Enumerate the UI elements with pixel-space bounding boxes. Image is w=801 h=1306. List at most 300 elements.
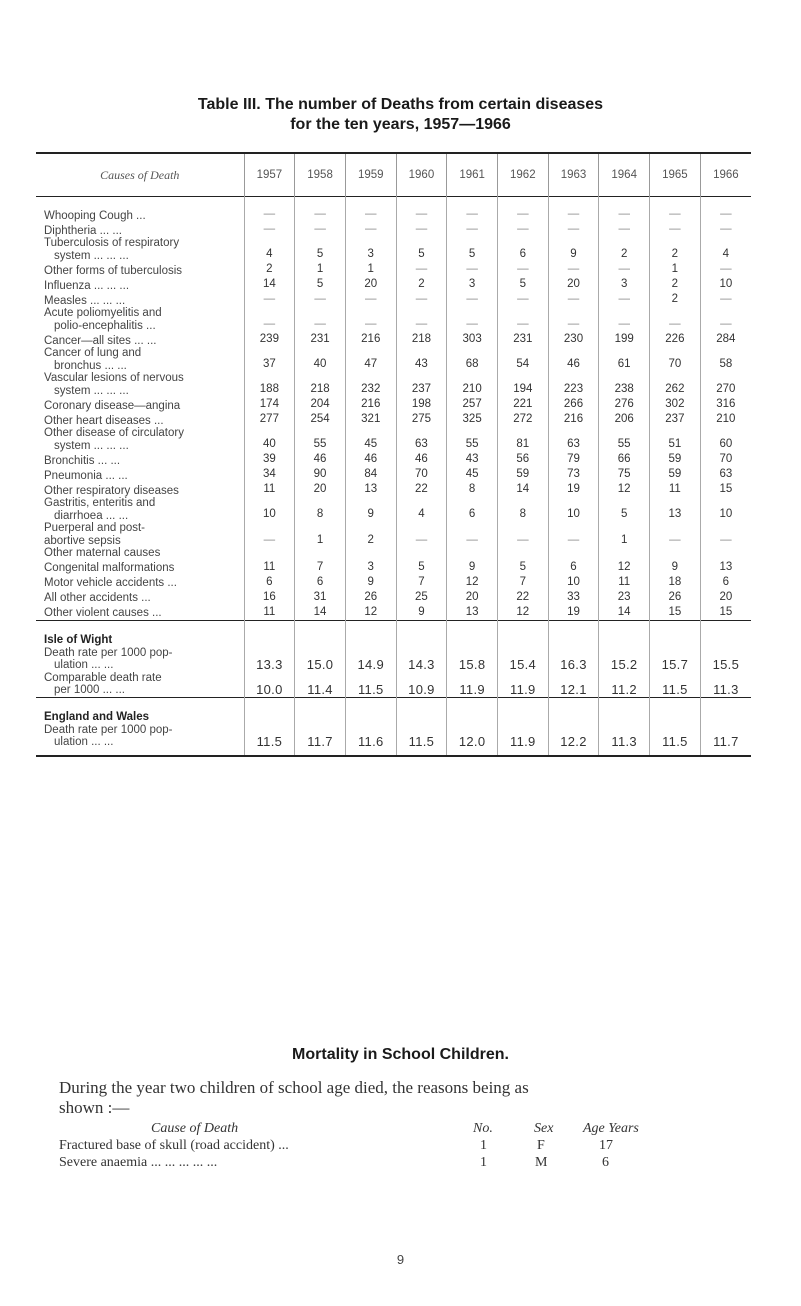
- value-cell: 15.7: [650, 647, 701, 672]
- value-cell: 216: [345, 332, 396, 347]
- cause-name: [36, 292, 244, 307]
- value-cell: 10: [244, 497, 295, 522]
- value-cell: 5: [599, 497, 650, 522]
- value-cell: 46: [295, 452, 346, 467]
- value-cell: 237: [396, 372, 447, 397]
- isle-of-wight-section: [36, 620, 751, 697]
- table-row: [36, 522, 751, 560]
- empty-cell: [599, 697, 650, 724]
- value-cell: 11.5: [244, 724, 295, 756]
- value-cell: —: [345, 197, 396, 223]
- cause-name: [36, 590, 244, 605]
- empty-cell: [295, 697, 346, 724]
- value-cell: 11.7: [295, 724, 346, 756]
- value-cell: 22: [396, 482, 447, 497]
- value-cell: 254: [295, 412, 346, 427]
- value-cell: 70: [396, 467, 447, 482]
- table-row: [36, 575, 751, 590]
- value-cell: 275: [396, 412, 447, 427]
- empty-cell: [447, 620, 498, 647]
- value-cell: 325: [447, 412, 498, 427]
- paragraph-line2: shown :—: [59, 1098, 130, 1117]
- cause-name: [36, 332, 244, 347]
- value-cell: 19: [548, 605, 599, 621]
- value-cell: 232: [345, 372, 396, 397]
- cause-name: [36, 307, 244, 332]
- value-cell: 10: [548, 497, 599, 522]
- table-row: [36, 222, 751, 237]
- no-cell: 1: [480, 1155, 487, 1170]
- cause-name: [36, 482, 244, 497]
- cause-name-line: per 1000 ... ...: [54, 684, 125, 696]
- value-cell: —: [650, 222, 701, 237]
- value-cell: 5: [497, 277, 548, 292]
- value-cell: —: [396, 197, 447, 223]
- empty-cell: [599, 620, 650, 647]
- sex-header: Sex: [534, 1121, 554, 1136]
- cause-name: [36, 560, 244, 575]
- value-cell: 11: [599, 575, 650, 590]
- value-cell: 12: [497, 605, 548, 621]
- value-cell: 7: [396, 575, 447, 590]
- year-header: 1957: [244, 153, 295, 197]
- value-cell: 14: [599, 605, 650, 621]
- value-cell: 45: [447, 467, 498, 482]
- value-cell: 11.7: [700, 724, 751, 756]
- value-cell: 257: [447, 397, 498, 412]
- table-header-row: [36, 153, 751, 197]
- cause-name-line: Diphtheria ... ...: [44, 224, 122, 237]
- value-cell: 40: [295, 347, 346, 372]
- cause-name: [36, 575, 244, 590]
- year-header: 1962: [497, 153, 548, 197]
- no-header: No.: [473, 1121, 493, 1136]
- empty-cell: [548, 697, 599, 724]
- value-cell: 11.4: [295, 672, 346, 698]
- table-row: [36, 605, 751, 621]
- cause-cell: Fractured base of skull (road accident) ...: [59, 1138, 289, 1153]
- cause-name: [36, 522, 244, 560]
- cause-name: [36, 262, 244, 277]
- cause-name: [36, 497, 244, 522]
- value-cell: 12: [345, 605, 396, 621]
- value-cell: —: [497, 197, 548, 223]
- value-cell: 2: [650, 292, 701, 307]
- value-cell: —: [548, 292, 599, 307]
- cause-cell: Severe anaemia ... ... ... ... ...: [59, 1155, 218, 1170]
- value-cell: 6: [700, 575, 751, 590]
- value-cell: 9: [548, 237, 599, 262]
- value-cell: 270: [700, 372, 751, 397]
- value-cell: 302: [650, 397, 701, 412]
- empty-cell: [700, 697, 751, 724]
- cause-name: [36, 237, 244, 262]
- value-cell: —: [244, 197, 295, 223]
- age-cell: 6: [602, 1155, 609, 1170]
- value-cell: 12: [447, 575, 498, 590]
- cause-name: [36, 647, 244, 672]
- cause-name: [36, 412, 244, 427]
- value-cell: —: [396, 522, 447, 560]
- value-cell: 6: [295, 575, 346, 590]
- value-cell: —: [396, 222, 447, 237]
- value-cell: —: [345, 292, 396, 307]
- value-cell: 11.6: [345, 724, 396, 756]
- value-cell: 6: [447, 497, 498, 522]
- value-cell: 25: [396, 590, 447, 605]
- value-cell: 2: [599, 237, 650, 262]
- value-cell: —: [497, 222, 548, 237]
- year-header: 1958: [295, 153, 346, 197]
- value-cell: 218: [295, 372, 346, 397]
- empty-cell: [650, 697, 701, 724]
- value-cell: 15.8: [447, 647, 498, 672]
- mortality-paragraph: [59, 1078, 759, 1118]
- cause-name: [36, 347, 244, 372]
- cause-name-line: Other violent causes ...: [44, 607, 162, 619]
- cause-name-line: Death rate per 1000 pop-: [44, 723, 173, 736]
- empty-cell: [447, 697, 498, 724]
- value-cell: 13.3: [244, 647, 295, 672]
- cause-name-line: Other respiratory diseases: [44, 484, 179, 497]
- value-cell: —: [295, 292, 346, 307]
- value-cell: 59: [650, 452, 701, 467]
- value-cell: 14: [295, 605, 346, 621]
- value-cell: —: [497, 262, 548, 277]
- cause-name-line: ulation ... ...: [54, 736, 114, 748]
- cause-name-line: All other accidents ...: [44, 592, 151, 604]
- empty-cell: [497, 697, 548, 724]
- value-cell: 198: [396, 397, 447, 412]
- value-cell: 63: [700, 467, 751, 482]
- value-cell: —: [295, 307, 346, 332]
- cause-name-line: ulation ... ...: [54, 659, 114, 671]
- empty-cell: [345, 620, 396, 647]
- value-cell: 10: [700, 277, 751, 292]
- empty-cell: [497, 620, 548, 647]
- value-cell: 6: [548, 560, 599, 575]
- rate-row: [36, 672, 751, 698]
- value-cell: 46: [548, 347, 599, 372]
- value-cell: 20: [447, 590, 498, 605]
- value-cell: 55: [447, 427, 498, 452]
- value-cell: 6: [244, 575, 295, 590]
- value-cell: 204: [295, 397, 346, 412]
- value-cell: —: [700, 222, 751, 237]
- table-row: [36, 467, 751, 482]
- value-cell: 43: [396, 347, 447, 372]
- value-cell: 14.3: [396, 647, 447, 672]
- value-cell: 303: [447, 332, 498, 347]
- deaths-table-container: [36, 152, 751, 757]
- value-cell: —: [599, 292, 650, 307]
- value-cell: 237: [650, 412, 701, 427]
- empty-cell: [650, 620, 701, 647]
- value-cell: 1: [599, 522, 650, 560]
- cause-name-line: Measles ... ... ...: [44, 294, 126, 307]
- school-death-row: [59, 1155, 659, 1172]
- value-cell: —: [700, 522, 751, 560]
- cause-name-line: polio-encephalitis ...: [54, 319, 156, 332]
- value-cell: 10.9: [396, 672, 447, 698]
- value-cell: 59: [650, 467, 701, 482]
- value-cell: 13: [700, 560, 751, 575]
- empty-cell: [700, 620, 751, 647]
- value-cell: 4: [396, 497, 447, 522]
- value-cell: 7: [295, 560, 346, 575]
- school-deaths-header: [59, 1121, 659, 1138]
- value-cell: 11.9: [497, 724, 548, 756]
- value-cell: 15.4: [497, 647, 548, 672]
- value-cell: 90: [295, 467, 346, 482]
- cause-name-line: Tuberculosis of respiratory: [44, 237, 180, 249]
- value-cell: 14: [497, 482, 548, 497]
- empty-cell: [244, 697, 295, 724]
- empty-cell: [295, 620, 346, 647]
- table-row: [36, 237, 751, 262]
- school-death-row: [59, 1138, 659, 1155]
- value-cell: 316: [700, 397, 751, 412]
- value-cell: —: [447, 222, 498, 237]
- table-row: [36, 560, 751, 575]
- table-title-line2: for the ten years, 1957—1966: [290, 116, 511, 133]
- table-row: [36, 262, 751, 277]
- value-cell: 199: [599, 332, 650, 347]
- value-cell: 11.9: [497, 672, 548, 698]
- value-cell: 12.0: [447, 724, 498, 756]
- value-cell: 230: [548, 332, 599, 347]
- value-cell: —: [548, 262, 599, 277]
- section-heading: England and Wales: [44, 710, 150, 723]
- cause-name: [36, 397, 244, 412]
- value-cell: —: [447, 307, 498, 332]
- value-cell: —: [244, 307, 295, 332]
- cause-name-line: Acute poliomyelitis and: [44, 307, 162, 319]
- value-cell: 226: [650, 332, 701, 347]
- year-header: 1963: [548, 153, 599, 197]
- value-cell: —: [599, 262, 650, 277]
- value-cell: 11.9: [447, 672, 498, 698]
- value-cell: 20: [548, 277, 599, 292]
- table-row: [36, 307, 751, 332]
- value-cell: 11.5: [396, 724, 447, 756]
- value-cell: 276: [599, 397, 650, 412]
- value-cell: 8: [447, 482, 498, 497]
- school-deaths-list: [59, 1121, 659, 1172]
- value-cell: 174: [244, 397, 295, 412]
- value-cell: 221: [497, 397, 548, 412]
- value-cell: 37: [244, 347, 295, 372]
- value-cell: 15.2: [599, 647, 650, 672]
- value-cell: 18: [650, 575, 701, 590]
- cause-name-line: diarrhoea ... ...: [54, 509, 129, 522]
- cause-name-line: Coronary disease—angina: [44, 399, 181, 412]
- table-row: [36, 197, 751, 223]
- value-cell: 2: [650, 277, 701, 292]
- value-cell: —: [650, 522, 701, 560]
- value-cell: 14.9: [345, 647, 396, 672]
- value-cell: 55: [295, 427, 346, 452]
- england-wales-section: [36, 697, 751, 756]
- value-cell: 16: [244, 590, 295, 605]
- value-cell: 12.1: [548, 672, 599, 698]
- value-cell: 61: [599, 347, 650, 372]
- value-cell: 206: [599, 412, 650, 427]
- empty-cell: [244, 620, 295, 647]
- value-cell: 14: [244, 277, 295, 292]
- value-cell: 20: [295, 482, 346, 497]
- value-cell: 79: [548, 452, 599, 467]
- value-cell: 33: [548, 590, 599, 605]
- value-cell: —: [244, 292, 295, 307]
- value-cell: 34: [244, 467, 295, 482]
- value-cell: 2: [650, 237, 701, 262]
- cause-name-line: abortive sepsis: [44, 534, 121, 547]
- cause-name: [36, 672, 244, 698]
- cause-name-line: Congenital malformations: [44, 562, 175, 574]
- value-cell: 10.0: [244, 672, 295, 698]
- value-cell: 81: [497, 427, 548, 452]
- value-cell: 11.5: [650, 672, 701, 698]
- cause-name-line: Motor vehicle accidents ...: [44, 577, 177, 589]
- value-cell: —: [650, 197, 701, 223]
- empty-cell: [396, 697, 447, 724]
- value-cell: —: [599, 222, 650, 237]
- value-cell: 4: [700, 237, 751, 262]
- value-cell: 11.5: [650, 724, 701, 756]
- value-cell: 46: [345, 452, 396, 467]
- age-cell: 17: [599, 1138, 613, 1153]
- value-cell: —: [396, 307, 447, 332]
- value-cell: 47: [345, 347, 396, 372]
- value-cell: 2: [345, 522, 396, 560]
- cause-name: [36, 197, 244, 223]
- cause-name-line: Other disease of circulatory: [44, 427, 184, 439]
- value-cell: 210: [700, 412, 751, 427]
- value-cell: —: [447, 262, 498, 277]
- value-cell: 11.3: [599, 724, 650, 756]
- value-cell: 11: [650, 482, 701, 497]
- value-cell: 11.2: [599, 672, 650, 698]
- year-header: 1964: [599, 153, 650, 197]
- rate-row: [36, 724, 751, 756]
- table-row: [36, 292, 751, 307]
- value-cell: 19: [548, 482, 599, 497]
- cause-name-line: system ... ... ...: [54, 439, 129, 452]
- cause-name-line: bronchus ... ...: [54, 359, 127, 372]
- value-cell: 70: [700, 452, 751, 467]
- value-cell: 40: [244, 427, 295, 452]
- value-cell: 22: [497, 590, 548, 605]
- value-cell: 66: [599, 452, 650, 467]
- value-cell: 20: [345, 277, 396, 292]
- value-cell: 5: [396, 237, 447, 262]
- value-cell: 45: [345, 427, 396, 452]
- cause-name-line: Other maternal causes: [44, 547, 161, 559]
- value-cell: —: [345, 307, 396, 332]
- value-cell: 3: [447, 277, 498, 292]
- value-cell: 15: [700, 605, 751, 621]
- value-cell: —: [548, 197, 599, 223]
- value-cell: 26: [345, 590, 396, 605]
- value-cell: —: [497, 307, 548, 332]
- year-header: 1961: [447, 153, 498, 197]
- value-cell: 12.2: [548, 724, 599, 756]
- value-cell: 11.3: [700, 672, 751, 698]
- value-cell: 238: [599, 372, 650, 397]
- mortality-title: Mortality in School Children.: [292, 1046, 509, 1063]
- value-cell: 277: [244, 412, 295, 427]
- value-cell: 84: [345, 467, 396, 482]
- cause-name-line: system ... ... ...: [54, 384, 129, 397]
- cause-name-line: Influenza ... ... ...: [44, 279, 130, 292]
- table-row: [36, 372, 751, 397]
- cause-name: [36, 277, 244, 292]
- value-cell: 12: [599, 560, 650, 575]
- cause-name: [36, 427, 244, 452]
- cause-name-line: Other heart diseases ...: [44, 414, 164, 427]
- value-cell: 13: [447, 605, 498, 621]
- cause-name: [36, 605, 244, 621]
- value-cell: 8: [295, 497, 346, 522]
- value-cell: —: [497, 522, 548, 560]
- value-cell: —: [396, 262, 447, 277]
- value-cell: 70: [650, 347, 701, 372]
- value-cell: —: [244, 222, 295, 237]
- value-cell: 9: [650, 560, 701, 575]
- value-cell: —: [244, 522, 295, 560]
- value-cell: 43: [447, 452, 498, 467]
- value-cell: 216: [345, 397, 396, 412]
- rate-row: [36, 647, 751, 672]
- value-cell: —: [700, 307, 751, 332]
- value-cell: 8: [497, 497, 548, 522]
- value-cell: 188: [244, 372, 295, 397]
- value-cell: 12: [599, 482, 650, 497]
- cause-name: [36, 724, 244, 756]
- table-row: [36, 332, 751, 347]
- value-cell: 58: [700, 347, 751, 372]
- cause-name-line: Vascular lesions of nervous: [44, 372, 184, 384]
- value-cell: 3: [345, 560, 396, 575]
- empty-cell: [548, 620, 599, 647]
- value-cell: 11: [244, 605, 295, 621]
- value-cell: 11: [244, 482, 295, 497]
- value-cell: 46: [396, 452, 447, 467]
- sex-cell: M: [535, 1155, 548, 1170]
- year-header: 1965: [650, 153, 701, 197]
- sex-cell: F: [537, 1138, 545, 1153]
- table-body: [36, 197, 751, 621]
- table-row: [36, 497, 751, 522]
- cause-name-line: Pneumonia ... ...: [44, 469, 128, 482]
- section-heading: Isle of Wight: [44, 633, 113, 646]
- page-number: 9: [396, 1252, 405, 1267]
- value-cell: 9: [396, 605, 447, 621]
- value-cell: 210: [447, 372, 498, 397]
- value-cell: —: [295, 222, 346, 237]
- value-cell: —: [700, 292, 751, 307]
- value-cell: 63: [396, 427, 447, 452]
- section-heading-row: [36, 697, 751, 724]
- value-cell: —: [447, 292, 498, 307]
- table-row: [36, 277, 751, 292]
- value-cell: 11.5: [345, 672, 396, 698]
- value-cell: —: [345, 222, 396, 237]
- value-cell: 59: [497, 467, 548, 482]
- value-cell: —: [548, 222, 599, 237]
- value-cell: —: [700, 197, 751, 223]
